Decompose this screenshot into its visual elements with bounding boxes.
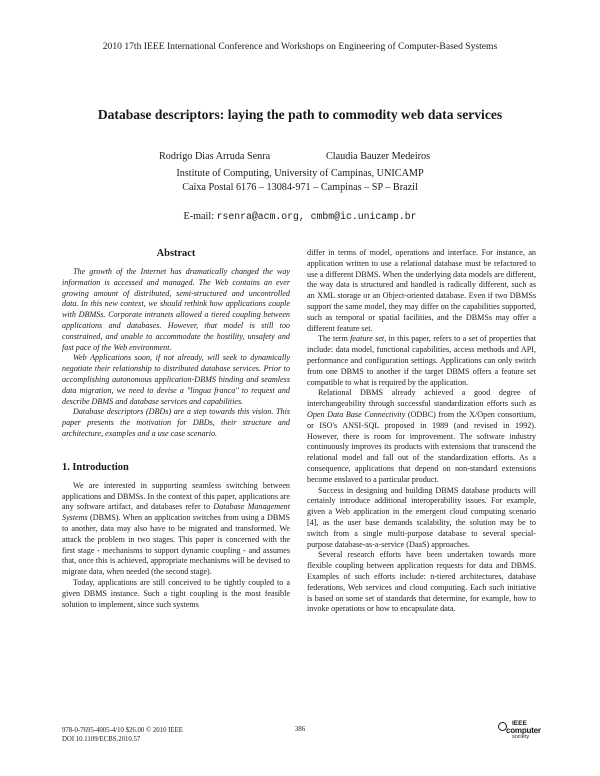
author-name: Rodrigo Dias Arruda Senra [159,151,271,162]
abstract-heading: Abstract [156,248,196,259]
affiliation [0,167,600,195]
left-column [62,248,290,610]
conference-header: 2010 17th IEEE International Conference and Workshops on Engineering of Computer-Based Systems [102,41,498,52]
email-addresses[interactable]: rsenra@acm.org, cmbm@ic.unicamp.br [216,211,417,222]
body-paragraph: Several research efforts have been undertaken towards more flexible coupling between application requests for data and DBMS. Examples of such efforts include: n-tiered architectures, database federations, Web services and cloud computing. Each such initiative is based on some set of standards that determine, for example, how to invoke operations or how to encapsulate data. [307,550,536,614]
isbn-line: 978-0-7695-4005-4/10 $26.00 © 2010 IEEE [62,727,183,734]
doi-line: DOI 10.1109/ECBS.2010.57 [62,736,141,743]
page-number: 386 [294,726,306,733]
logo-sub-text: society [512,734,530,740]
author-name: Claudia Bauzer Medeiros [326,151,431,162]
computer-society-logo [498,720,541,742]
body-paragraph: differ in terms of model, operations and interface. For instance, an application written to use a relational database must be refactored to use a different DBMS. When the underlying data models are different, the way data is structured and handled is radically different, such as an XML storage or an Object-oriented database. Even if two DBMSs support the same model, they may differ on the capabilities supported, such as temporal or spatial facilities, and the DBMSs may offer a different feature set. [307,248,536,333]
body-paragraph: Today, applications are still conceived to be tightly coupled to a given DBMS instance. Such a tight coupling is the most feasible solution to implement, since such systems [62,577,290,609]
abstract-paragraph: Web Applications soon, if not already, will seek to dynamically negotiate their relationship to distributed database services. Prior to accomplishing autonomous application-DBMS binding and seamless data migration, we need to devise a "lingua franca" to request and describe DBMS and database services and capabilities. [62,353,290,406]
body-paragraph: Success in designing and building DBMS database products will certainly introduce additional interoperability issues. For example, given a Web application in the emergent cloud computing scenario [4], as the user base demands scalability, the solution may be to switch from a single multi-purpose database to several special-purpose database-as-a-service (DaaS) approaches. [307,485,536,549]
body-paragraph: Relational DBMS already achieved a good degree of interchangeability through successful standardization efforts such as Open Data Base Connectivity (ODBC) from the X/Open consortium, or ISO's ANSI-SQL proposed in 1989 (and revised in 1992). However, there is room for improvement. The software industry continuously improves its products with extensions that transcend the relational model and fall out of the standardization efforts. As a consequence, applications that depend on non-standard extensions become enslaved to a particular product. [307,388,536,484]
abstract-paragraph: Database descriptors (DBDs) are a step towards this vision. This paper presents the motivation for DBDs, their structure and architecture, examples and a use case scenario. [62,407,290,438]
body-paragraph: We are interested in supporting seamless switching between applications and DBMSs. In the context of this paper, applications are any software artifact, and databases refer to Database Management Systems (DBMS). When an application switches from using a DBMS to another, data may also have to be migrated and transformed. We attack the problem in two stages. This paper is concerned with the first stage - mechanisms to support dynamic coupling - and assumes that, once this is achieved, appropriate mechanisms will be devised to migrate data, when needed (the second stage). [62,480,290,577]
affiliation-line: Institute of Computing, University of Campinas, UNICAMP [176,168,424,179]
abstract-paragraph: The growth of the Internet has dramatically changed the way information is accessed and managed. The Web contains an ever growing amount of distributed, semi-structured and uncontrolled data. In this new context, we should rethink how applications couple with DBMSs. Corporate intranets allowed a tiered coupling between applications and databases. However, that model is still too constrained, and unable to accommodate the hostility, unsafety and fast pace of the Web environment. [62,267,290,352]
email-label: E-mail: [183,211,215,222]
email-line [0,211,600,222]
affiliation-line: Caixa Postal 6176 – 13084-971 – Campinas – SP – Brazil [182,182,418,193]
logo-main-text: computer [506,726,541,735]
section-heading-introduction: 1. Introduction [62,461,129,473]
paper-title: Database descriptors: laying the path to commodity web data services [97,107,503,122]
right-column [307,248,536,615]
body-paragraph: The term feature set, in this paper, refers to a set of properties that include: data model, functional capabilities, access methods and API, performance and configuration settings. Applications can only switch from one DBMS to another if the target DBMS offers a feature set compatible to what is required by the application. [307,334,536,387]
logo-top-text: IEEE [512,720,527,727]
